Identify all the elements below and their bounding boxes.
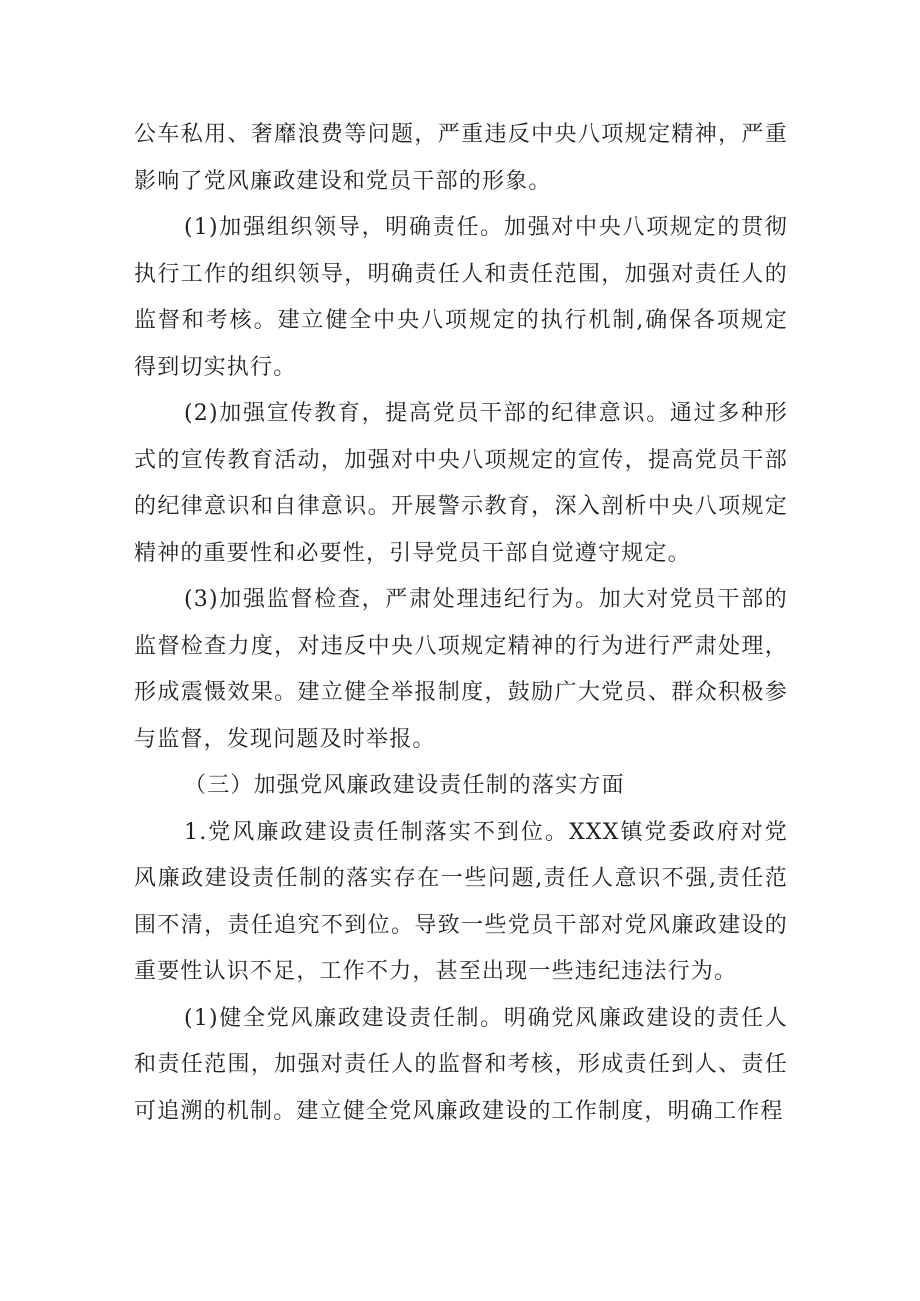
paragraph-measure-1: (1)加强组织领导，明确责任。加强对中央八项规定的贯彻执行工作的组织领导，明确责任人和责任范围，加强对责任人的监督和考核。建立健全中央八项规定的执行机制,确保各项规定得到切实执行。 [134,215,788,380]
section-heading-three: （三）加强党风廉政建设责任制的落实方面 [184,773,625,798]
paragraph-measure-3: (3)加强监督检查，严肃处理违纪行为。加大对党员干部的监督检查力度，对违反中央八项规定精神的行为进行严肃处理，形成震慑效果。建立健全举报制度，鼓励广大党员、群众积极参与监督，发现问题及时举报。 [134,587,788,752]
paragraph-issue-1: 1.党风廉政建设责任制落实不到位。XXX镇党委政府对党风廉政建设责任制的落实存在一些问题,责任人意识不强,责任范围不清，责任追究不到位。导致一些党员干部对党风廉政建设的重要性认识不足，工作不力，甚至出现一些违纪违法行为。 [134,819,788,984]
paragraph-continued: 公车私用、奢靡浪费等问题，严重违反中央八项规定精神，严重影响了党风廉政建设和党员干部的形象。 [134,122,788,194]
paragraph-measure-2: (2)加强宣传教育，提高党员干部的纪律意识。通过多种形式的宣传教育活动，加强对中央八项规定的宣传，提高党员干部的纪律意识和自律意识。开展警示教育，深入剖析中央八项规定精神的重要性和必要性，引导党员干部自觉遵守规定。 [134,401,788,566]
paragraph-measure-1b: (1)健全党风廉政建设责任制。明确党风廉政建设的责任人和责任范围，加强对责任人的监督和考核，形成责任到人、责任可追溯的机制。建立健全党风廉政建设的工作制度，明确工作程 [134,1005,788,1124]
document-body [134,112,788,1135]
